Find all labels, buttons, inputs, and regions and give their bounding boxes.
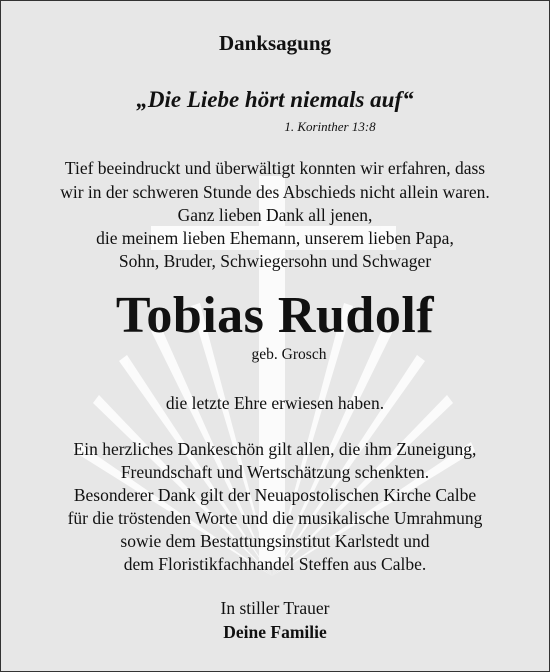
bible-quote: „Die Liebe hört niemals auf“ bbox=[136, 87, 414, 112]
deceased-name: Tobias Rudolf bbox=[115, 287, 435, 344]
closing-text: In stiller Trauer bbox=[220, 598, 330, 618]
quote-reference: 1. Korinther 13:8 bbox=[284, 119, 376, 134]
intro-line: Sohn, Bruder, Schwiegersohn und Schwager bbox=[118, 251, 432, 271]
thanks-line: Besonderer Dank gilt der Neuapostolischen Kirche Calbe bbox=[73, 485, 477, 505]
thanks-line: Ein herzliches Dankeschön gilt allen, die ihm Zuneigung, bbox=[73, 439, 477, 459]
notice-heading: Danksagung bbox=[218, 31, 332, 55]
thanks-line: sowie dem Bestattungsinstitut Karlstedt und bbox=[120, 531, 430, 551]
thanks-line: für die tröstenden Worte und die musikalische Umrahmung bbox=[67, 508, 483, 528]
family-signature: Deine Familie bbox=[223, 622, 327, 642]
honor-line: die letzte Ehre erwiesen haben. bbox=[165, 393, 385, 413]
intro-line: wir in der schweren Stunde des Abschieds nicht allein waren. bbox=[60, 182, 490, 202]
intro-line: Ganz lieben Dank all jenen, bbox=[177, 205, 373, 225]
thanks-line: Freundschaft und Wertschätzung schenkten. bbox=[120, 462, 430, 482]
intro-line: Tief beeindruckt und überwältigt konnten wir erfahren, dass bbox=[64, 158, 486, 178]
intro-line: die meinem lieben Ehemann, unserem lieben Papa, bbox=[96, 228, 454, 248]
thanks-line: dem Floristikfachhandel Steffen aus Calbe. bbox=[123, 554, 427, 574]
birth-name: geb. Grosch bbox=[251, 346, 327, 363]
